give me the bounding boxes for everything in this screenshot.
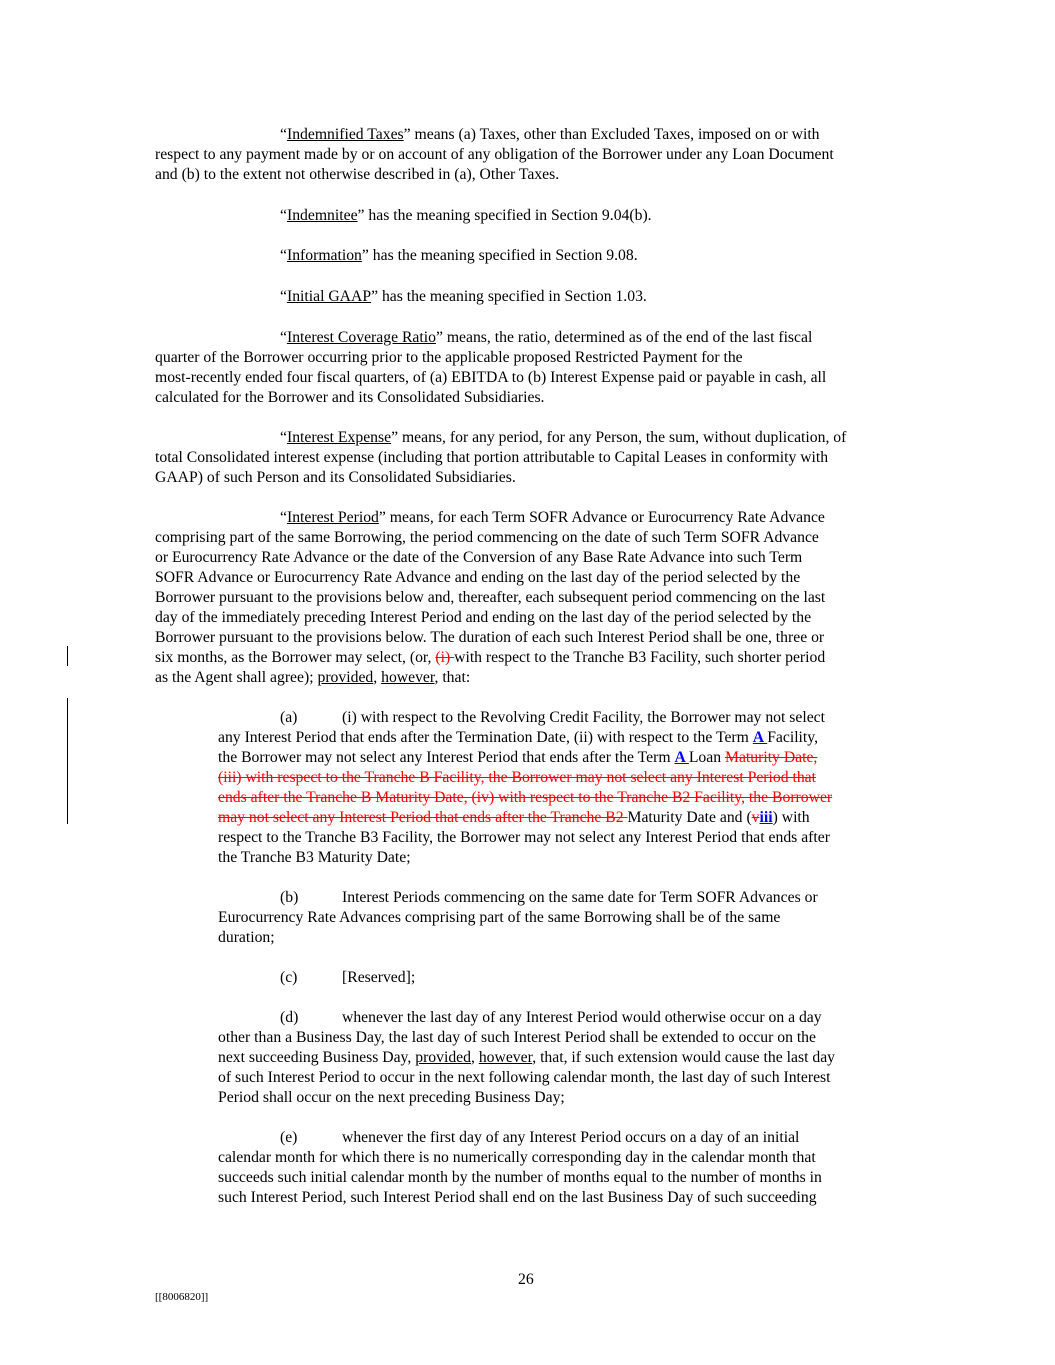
definition-text: , that: [434,669,471,686]
provided-term: provided [317,669,374,686]
clause-text: the Tranche B3 Maturity Date; [218,849,411,866]
defined-term: Interest Period [286,509,379,526]
change-bar [67,698,68,824]
definition-text: calculated for the Borrower and its Consolidated Subsidiaries. [155,389,545,406]
definition-text: Borrower pursuant to the provisions below and, thereafter, each subsequent period commencing on the last [155,589,826,606]
defined-term: Indemnitee [286,207,358,224]
clause-text: (i) with respect to the Revolving Credit Facility, the Borrower may not select [342,709,825,726]
open-quote: “ [280,329,287,346]
clause-text: respect to the Tranche B3 Facility, the Borrower may not select any Interest Period that ends after [218,829,830,846]
definition-text: as the Agent shall agree); [155,669,318,686]
clause-text: , that, if such extension would cause the last day [532,1049,835,1066]
clause-text: Facility, [767,729,819,746]
however-term: however [478,1049,533,1066]
page-number: 26 [518,1271,534,1288]
definition-text: most-recently ended four fiscal quarters, of (a) EBITDA to (b) Interest Expense paid or payable in cash, all [155,369,827,386]
open-quote: “ [280,429,287,446]
definition-text: ” has the meaning specified in Section 9.04(b). [357,207,652,224]
definition-text: six months, as the Borrower may select, (or, [155,649,436,666]
deleted-text: v [751,809,760,826]
clause-text: whenever the last day of any Interest Period would otherwise occur on a day [342,1009,822,1026]
however-term: however [381,669,435,686]
open-quote: “ [280,509,287,526]
definition-indemnitee [280,206,652,226]
definition-text: with respect to the Tranche B3 Facility, such shorter period [454,649,826,666]
definition-text: ” has the meaning specified in Section 1.03. [371,288,647,305]
definition-text: ” means (a) Taxes, other than Excluded Taxes, imposed on or with [403,126,820,143]
clause-text: the Borrower may not select any Interest Period that ends after the Term [218,749,675,766]
document-id: [[8006820]] [155,1291,209,1303]
clause-text: whenever the first day of any Interest Period occurs on a day of an initial [342,1129,800,1146]
inserted-text: iii [759,809,773,826]
definition-information [280,246,638,266]
clause-text: of such Interest Period to occur in the next following calendar month, the last day of such Interest [218,1069,831,1086]
clause-label: (c) [280,969,298,986]
definition-text: ” means, the ratio, determined as of the end of the last fiscal [435,329,813,346]
defined-term: Interest Coverage Ratio [286,329,436,346]
clause-text: next succeeding Business Day, [218,1049,416,1066]
clause-c [280,968,415,988]
definition-initial-gaap [280,287,647,307]
defined-term: Indemnified Taxes [286,126,404,143]
clause-label: (d) [280,1009,299,1026]
clause-text: Loan [688,749,725,766]
definition-text: GAAP) of such Person and its Consolidated Subsidiaries. [155,469,516,486]
clause-text: Period shall occur on the next preceding Business Day; [218,1089,565,1106]
definition-text: ” means, for any period, for any Person, the sum, without duplication, of [391,429,847,446]
definition-text: SOFR Advance or Eurocurrency Rate Advance and ending on the last day of the period selected by the [155,569,801,586]
deleted-text: (iii) with respect to the Tranche B Facility, the Borrower may not select any Interest Period that [218,769,817,786]
provided-term: provided [415,1049,471,1066]
clause-text: Interest Periods commencing on the same date for Term SOFR Advances or [342,889,818,906]
definition-text: ” has the meaning specified in Section 9.08. [361,247,638,264]
clause-label: (b) [280,889,299,906]
open-quote: “ [280,247,287,264]
clause-text: succeeds such initial calendar month by the number of months equal to the number of months in [218,1169,822,1186]
clause-text: Eurocurrency Rate Advances comprising part of the same Borrowing shall be of the same [218,909,781,926]
definition-text: respect to any payment made by or on account of any obligation of the Borrower under any Loan Document [155,146,834,163]
clause-text: calendar month for which there is no numerically corresponding day in the calendar month that [218,1149,816,1166]
deleted-text: may not select any Interest Period that ends after the Tranche B2 [218,809,628,826]
clause-text: duration; [218,929,275,946]
clause-text: such Interest Period, such Interest Period shall end on the last Business Day of such succeeding [218,1189,817,1206]
definition-text: or Eurocurrency Rate Advance or the date of the Conversion of any Base Rate Advance into such Term [155,549,803,566]
definition-text: total Consolidated interest expense (including that portion attributable to Capital Leases in conformity with [155,449,829,466]
defined-term: Initial GAAP [286,288,372,305]
clause-text: any Interest Period that ends after the Termination Date, (ii) with respect to the Term [218,729,753,746]
deleted-text: (i) [435,649,455,666]
definition-text: Borrower pursuant to the provisions below. The duration of each such Interest Period shall be one, three or [155,629,825,646]
open-quote: “ [280,288,287,305]
open-quote: “ [280,126,287,143]
defined-term: Information [286,247,362,264]
deleted-text: ends after the Tranche B Maturity Date, (iv) with respect to the Tranche B2 Facility, the Borrower [218,789,833,806]
clause-label: (a) [280,709,298,726]
inserted-text: A [674,749,689,766]
change-bar [67,646,68,666]
inserted-text: A [752,729,768,746]
clause-text: [Reserved]; [342,969,416,986]
definition-text: and (b) to the extent not otherwise described in (a), Other Taxes. [155,166,560,183]
defined-term: Interest Expense [286,429,392,446]
definition-text: ” means, for each Term SOFR Advance or Eurocurrency Rate Advance [378,509,825,526]
clause-text: other than a Business Day, the last day of such Interest Period shall be extended to occur on the [218,1029,816,1046]
clause-label: (e) [280,1129,298,1146]
definition-text: comprising part of the same Borrowing, the period commencing on the date of such Term SOFR Advance [155,529,819,546]
definition-text: day of the immediately preceding Interest Period and ending on the last day of the period selected by the [155,609,812,626]
deleted-text: Maturity Date, [725,749,818,766]
clause-text: Maturity Date and ( [627,809,752,826]
open-quote: “ [280,207,287,224]
definition-text: quarter of the Borrower occurring prior to the applicable proposed Restricted Payment for the [155,349,743,366]
clause-text: ) with [772,809,810,826]
